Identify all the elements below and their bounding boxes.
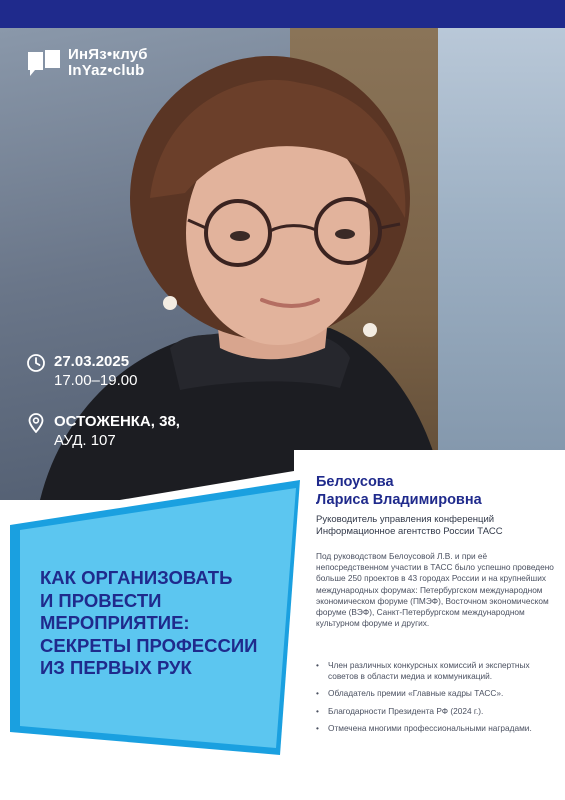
top-navy-band [0,0,565,28]
event-title-line: СЕКРЕТЫ ПРОФЕССИИ [40,634,258,656]
logo-speech-mark-icon [26,48,62,78]
event-title-line: МЕРОПРИЯТИЕ: [40,612,190,633]
speaker-bio: Под руководством Белоусовой Л.В. и при её непосредственном участии в ТАСС было успешно проведено больше 250 проектов в 43 городах России и на крупнейших международных форумах: Петербургском международном экономическом форуме (ПМЭФ), Восточном экономическом форуме (ВЭФ), Санкт-Петербургском международном культурном форуме и других. [316,551,554,629]
club-logo [26,47,148,79]
event-title-line: И ПРОВЕСТИ [40,589,162,611]
speaker-surname: Белоусова [316,474,394,490]
speaker-name [316,473,482,509]
achievement-item: • Обладатель премии «Главные кадры ТАСС». [316,688,561,699]
achievement-item: • Член различных конкурсных комиссий и экспертных советов в области медиа и коммуникаций. [316,660,561,682]
event-title-line: ИЗ ПЕРВЫХ РУК [40,657,192,678]
clock-icon [26,353,46,373]
speaker-role-line: Руководитель управления конференций [316,514,495,525]
event-address-line1: ОСТОЖЕНКА, 38, [54,413,180,430]
speaker-given-names: Лариса Владимировна [316,492,482,508]
logo-line-en: InYaz•club [68,62,145,79]
event-date: 27.03.2025 [54,353,130,370]
event-title-line: КАК ОРГАНИЗОВАТЬ [40,567,233,588]
speaker-role [316,514,561,538]
logo-line-ru: ИнЯз•клуб [68,46,148,63]
event-time: 17.00–19.00 [54,372,138,389]
event-address-line2: АУД. 107 [54,432,116,449]
achievement-item: • Отмечена многими профессиональными наградами. [316,723,561,734]
speaker-achievements [316,660,561,740]
event-location [26,412,180,450]
logo-wordmark [68,47,148,79]
event-datetime [26,352,137,390]
achievement-item: • Благодарности Президента РФ (2024 г.). [316,706,561,717]
location-pin-icon [26,413,46,433]
speaker-role-line: Информационное агентство России ТАСС [316,526,503,537]
event-title [40,567,290,680]
